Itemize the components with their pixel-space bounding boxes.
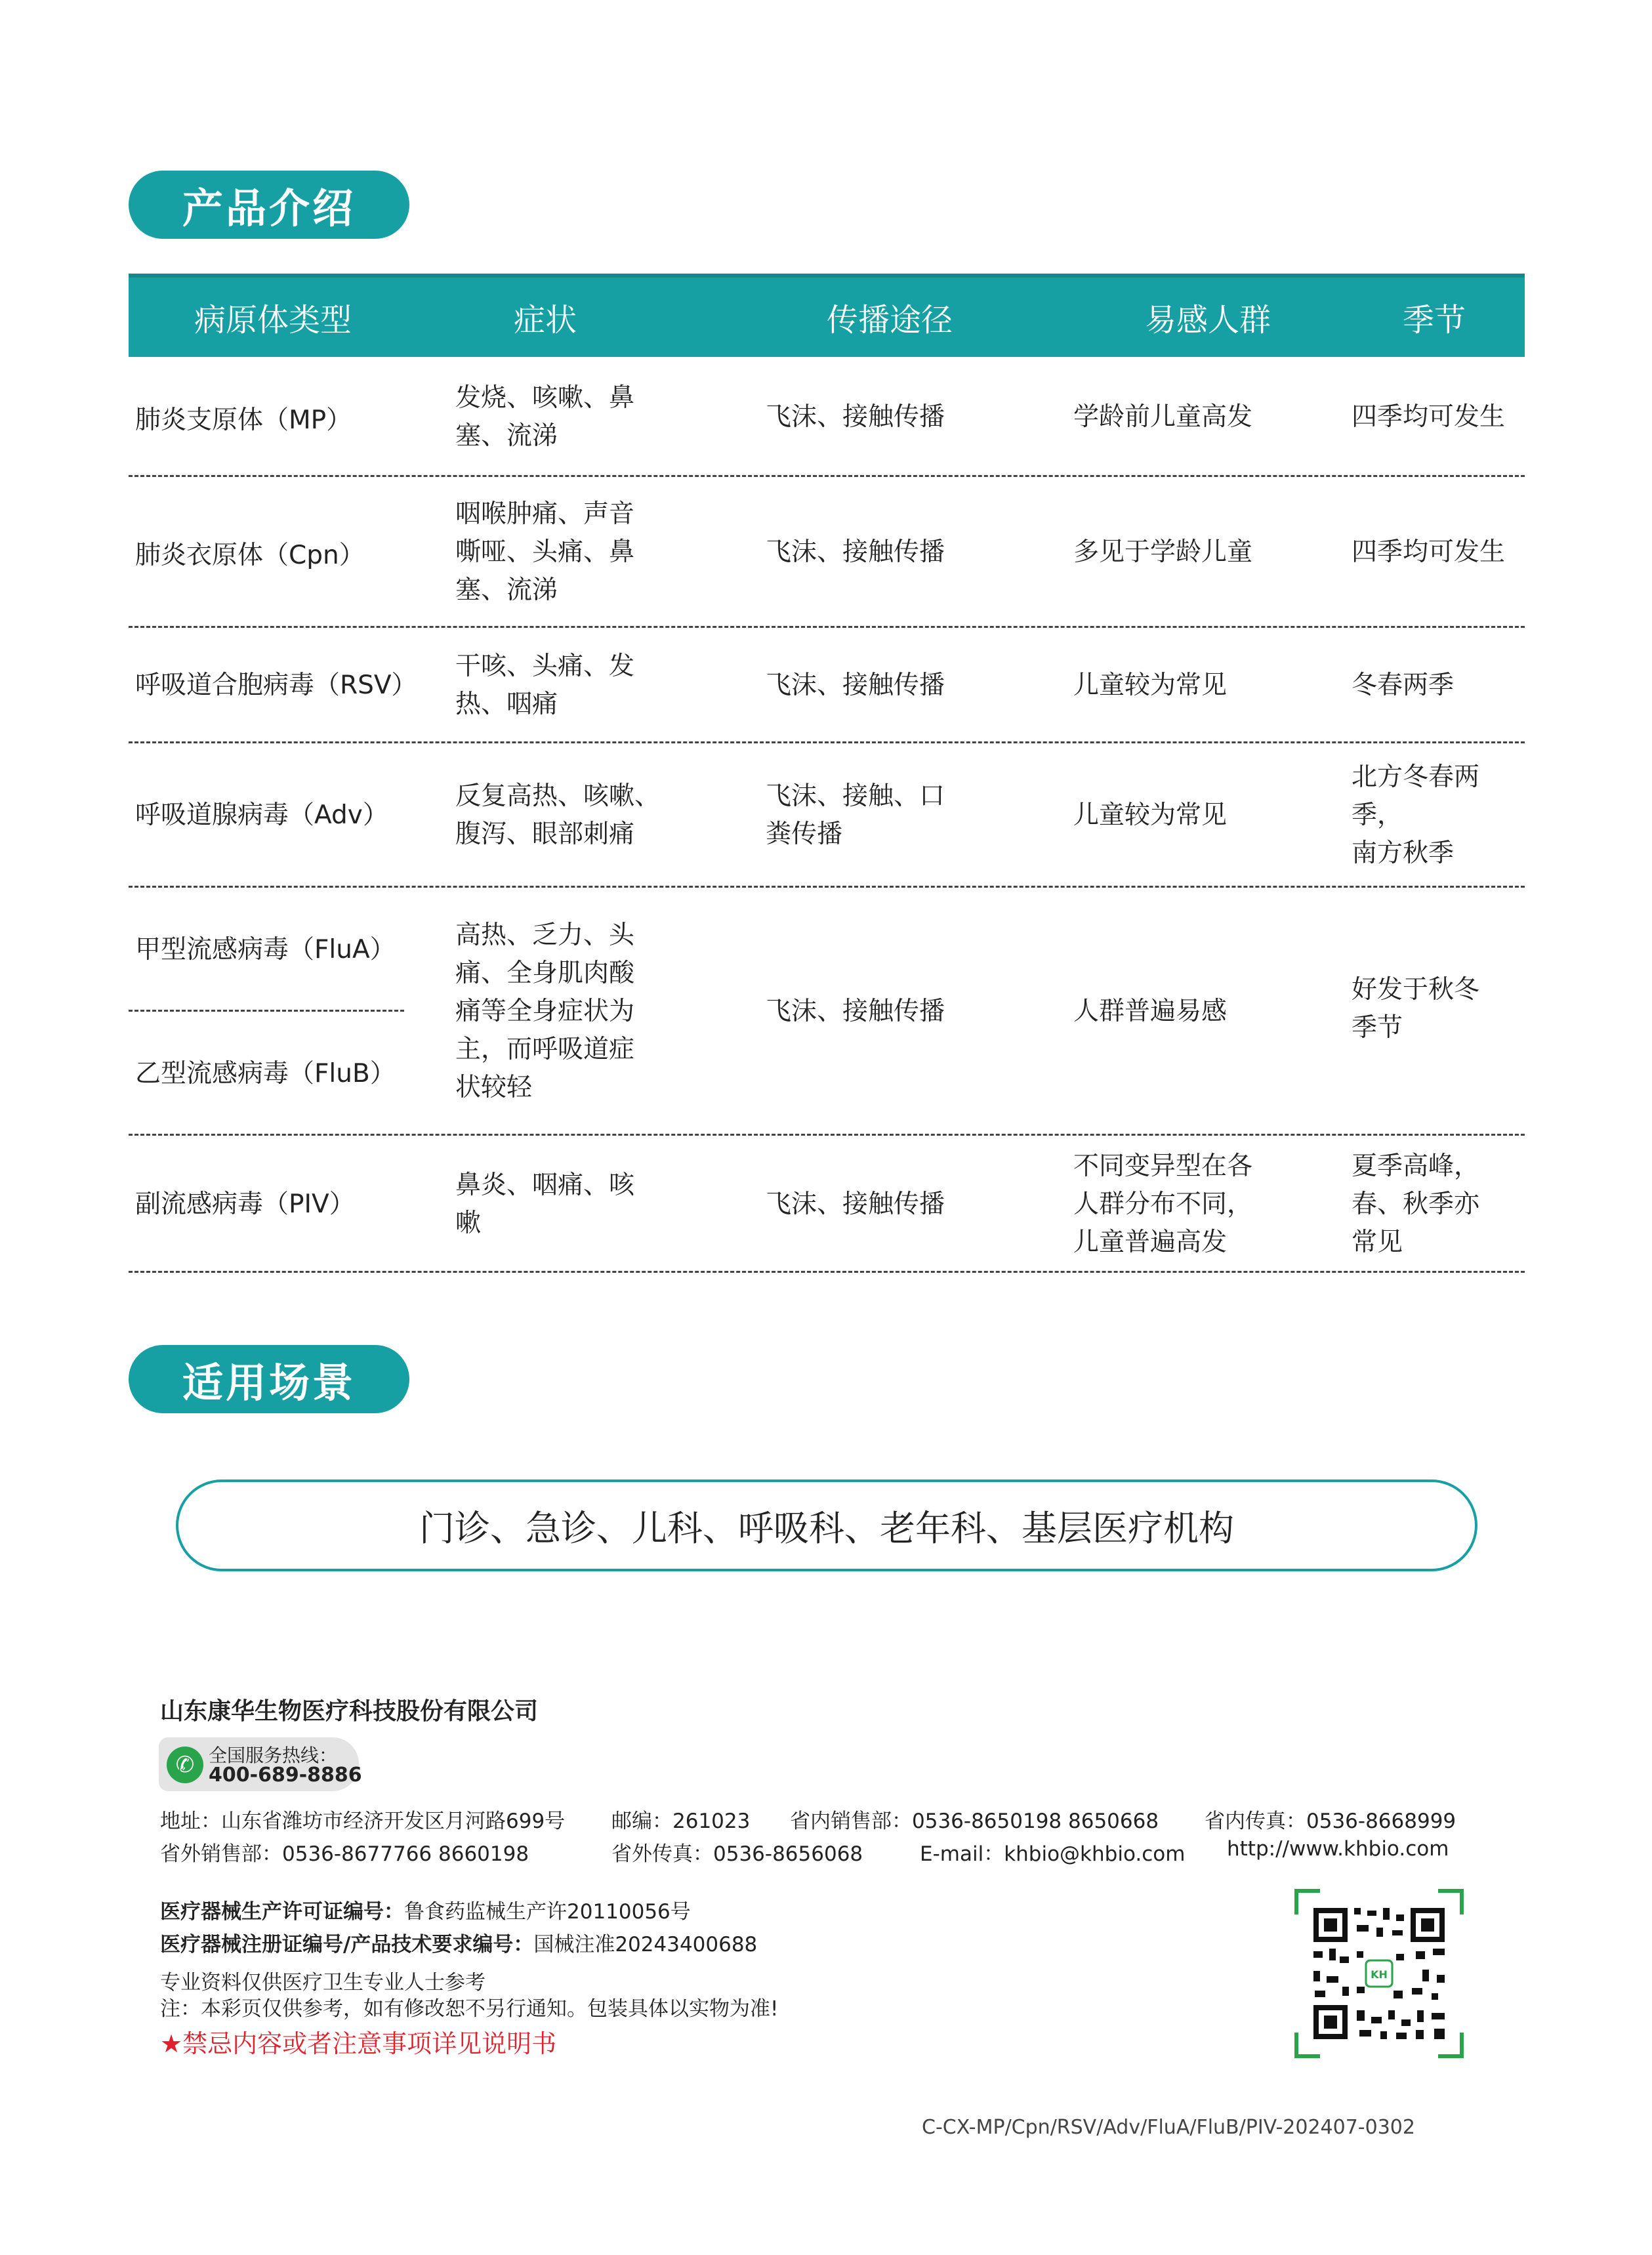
company-name: 山东康华生物医疗科技股份有限公司 [160, 1698, 539, 1725]
season-cell: 冬春两季 [1352, 671, 1455, 700]
outside-fax: 省外传真：0536-8656068 [611, 1842, 863, 1866]
table-row [129, 628, 1525, 743]
registration-value: 国械注准20243400688 [533, 1933, 758, 1956]
scenario-box [176, 1479, 1477, 1571]
postcode: 邮编：261023 [611, 1810, 751, 1833]
domestic-fax: 省内传真：0536-8668999 [1205, 1810, 1456, 1833]
document-code: C-CX-MP/Cpn/RSV/Adv/FluA/FluB/PIV-202407-0302 [922, 2116, 1415, 2139]
production-license-value: 鲁食药监械生产许20110056号 [404, 1900, 691, 1924]
column-header-symptom: 症状 [513, 302, 577, 339]
production-license-label: 医疗器械生产许可证编号： [160, 1900, 404, 1924]
section-title-scenarios: 适用场景 [129, 1345, 409, 1413]
website-link[interactable]: http://www.khbio.com [1227, 1837, 1449, 1861]
population-cell: 儿童较为常见 [1073, 800, 1228, 830]
hotline-number: 400-689-8886 [209, 1764, 362, 1787]
symptom-cell: 反复高热、咳嗽、 腹泻、眼部刺痛 [455, 781, 661, 849]
production-license [160, 1895, 691, 1924]
column-header-season: 季节 [1402, 302, 1466, 339]
column-header-pathogen: 病原体类型 [194, 302, 352, 339]
table-header [129, 274, 1525, 357]
outside-sales: 省外销售部：0536-8677766 8660198 [160, 1842, 529, 1866]
symptom-cell: 发烧、咳嗽、鼻 塞、流涕 [455, 383, 635, 451]
population-cell: 儿童较为常见 [1073, 671, 1228, 700]
symptom-cell: 鼻炎、咽痛、咳 嗽 [455, 1170, 635, 1238]
hotline-badge [159, 1737, 362, 1791]
symptom-cell: 干咳、头痛、发 热、咽痛 [455, 652, 635, 719]
pathogen-cell: 呼吸道合胞病毒（RSV） [135, 671, 417, 700]
pathogen-cell: 副流感病毒（PIV） [135, 1189, 355, 1219]
column-header-population: 易感人群 [1144, 302, 1271, 339]
domestic-sales: 省内销售部：0536-8650198 8650668 [790, 1810, 1159, 1833]
section-title-product-intro: 产品介绍 [129, 171, 409, 239]
pathogen-cell: 肺炎衣原体（Cpn） [135, 541, 365, 570]
table-row [129, 888, 1525, 1136]
scenario-text: 门诊、急诊、儿科、呼吸科、老年科、基层医疗机构 [419, 1507, 1234, 1549]
email: E-mail：khbio@khbio.com [920, 1842, 1186, 1866]
transmission-cell: 飞沫、接触传播 [766, 1189, 945, 1219]
qr-code[interactable] [1294, 1888, 1464, 2059]
pathogen-cell: 呼吸道腺病毒（Adv） [135, 800, 388, 830]
transmission-cell: 飞沫、接触传播 [766, 402, 945, 432]
registration-label: 医疗器械注册证编号/产品技术要求编号： [160, 1933, 534, 1956]
transmission-cell: 飞沫、接触传播 [766, 997, 945, 1026]
registration-number [160, 1928, 757, 1957]
warning-text: ★禁忌内容或者注意事项详见说明书 [160, 2029, 557, 2058]
season-cell: 北方冬春两季， 南方秋季 [1352, 762, 1480, 868]
svg-text:KH: KH [1371, 1968, 1388, 1981]
table-row [129, 743, 1525, 888]
phone-icon: ✆ [167, 1747, 203, 1783]
season-cell: 四季均可发生 [1352, 402, 1506, 432]
transmission-cell: 飞沫、接触传播 [766, 671, 945, 700]
symptom-cell: 咽喉肿痛、声音 嘶哑、头痛、鼻 塞、流涕 [455, 499, 635, 605]
address: 地址：山东省潍坊市经济开发区月河路699号 [160, 1810, 566, 1833]
season-cell: 四季均可发生 [1352, 537, 1506, 567]
population-cell: 不同变异型在各 人群分布不同， 儿童普遍高发 [1073, 1151, 1253, 1257]
pathogen-cell: 肺炎支原体（MP） [135, 405, 352, 435]
table-row [129, 357, 1525, 477]
pathogen-cell-b: 乙型流感病毒（FluB） [135, 1059, 396, 1088]
hotline-label: 全国服务热线： [209, 1745, 338, 1766]
table-row [129, 1136, 1525, 1273]
column-header-transmission: 传播途径 [826, 302, 953, 339]
table-row [129, 477, 1525, 628]
transmission-cell: 飞沫、接触、口 粪传播 [766, 781, 945, 849]
season-cell: 夏季高峰， 春、秋季亦 常见 [1352, 1151, 1480, 1257]
population-cell: 多见于学龄儿童 [1073, 537, 1253, 567]
transmission-cell: 飞沫、接触传播 [766, 537, 945, 567]
sub-row-divider [129, 1010, 404, 1012]
symptom-cell: 高热、乏力、头 痛、全身肌肉酸 痛等全身症状为 主，而呼吸道症 状较轻 [455, 921, 635, 1102]
professional-note: 专业资料仅供医疗卫生专业人士参考 [160, 1971, 485, 1995]
season-cell: 好发于秋冬 季节 [1352, 975, 1480, 1043]
population-cell: 学龄前儿童高发 [1073, 402, 1253, 432]
population-cell: 人群普遍易感 [1073, 997, 1228, 1026]
disclaimer-note: 注：本彩页仅供参考，如有修改恕不另行通知。包装具体以实物为准! [160, 1997, 779, 2021]
pathogen-cell: 甲型流感病毒（FluA） [135, 935, 396, 964]
